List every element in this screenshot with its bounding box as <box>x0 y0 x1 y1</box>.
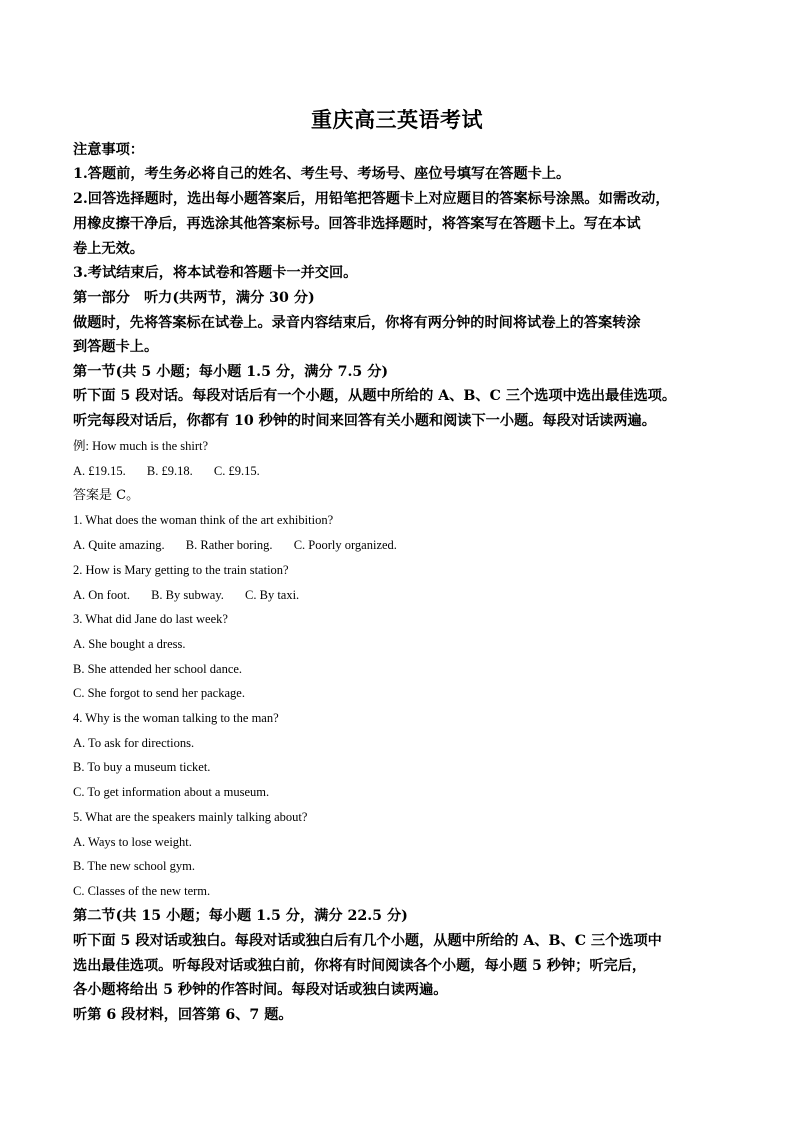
section2-intro-line-3: 各小题将给出 5 秒钟的作答时间。每段对话或独白读两遍。 <box>73 982 448 998</box>
question-1-options <box>73 537 733 553</box>
section1-intro-line-2: 听完每段对话后，你都有 10 秒钟的时间来回答有关小题和阅读下一小题。每段对话读两遍。 <box>73 413 656 429</box>
q4-option-a: A. To ask for directions. <box>73 736 195 750</box>
notice-item-2-line-3: 卷上无效。 <box>73 241 144 257</box>
section2-heading: 第二节(共 15 小题；每小题 1.5 分，满分 22.5 分) <box>73 908 408 924</box>
section2-intro-line-1: 听下面 5 段对话或独白。每段对话或独白后有几个小题，从题中所给的 A、B、C 三个选项中 <box>73 933 662 949</box>
q5-option-b: B. The new school gym. <box>73 859 195 873</box>
material-6-instruction: 听第 6 段材料，回答第 6、7 题。 <box>73 1007 293 1023</box>
q5-option-a: A. Ways to lose weight. <box>73 835 192 849</box>
q4-option-b: B. To buy a museum ticket. <box>73 760 211 774</box>
section2-intro-line-2: 选出最佳选项。听每段对话或独白前，你将有时间阅读各个小题，每小题 5 秒钟；听完后， <box>73 958 647 974</box>
q3-option-b: B. She attended her school dance. <box>73 662 243 676</box>
part1-intro-line-1: 做题时，先将答案标在试卷上。录音内容结束后，你将有两分钟的时间将试卷上的答案转涂 <box>73 315 641 331</box>
example-options <box>73 463 733 479</box>
example-question: 例: How much is the shirt? <box>73 439 209 453</box>
question-3: 3. What did Jane do last week? <box>73 612 228 626</box>
section1-intro-line-1: 听下面 5 段对话。每段对话后有一个小题，从题中所给的 A、B、C 三个选项中选出最佳选项。 <box>73 388 677 404</box>
question-4: 4. Why is the woman talking to the man? <box>73 711 279 725</box>
section1-heading: 第一节(共 5 小题；每小题 1.5 分，满分 7.5 分) <box>73 364 389 380</box>
notice-item-3: 3.考试结束后，将本试卷和答题卡一并交回。 <box>73 265 358 281</box>
notice-item-1: 1.答题前，考生务必将自己的姓名、考生号、考场号、座位号填写在答题卡上。 <box>73 166 571 182</box>
q2-option-a: A. On foot. <box>73 588 130 602</box>
q2-option-c: C. By taxi. <box>245 588 300 602</box>
example-option-c: C. £9.15. <box>213 464 260 478</box>
question-2: 2. How is Mary getting to the train station? <box>73 563 289 577</box>
question-1: 1. What does the woman think of the art exhibition? <box>73 513 334 527</box>
q5-option-c: C. Classes of the new term. <box>73 884 211 898</box>
q1-option-a: A. Quite amazing. <box>73 538 165 552</box>
question-5: 5. What are the speakers mainly talking about? <box>73 810 308 824</box>
notice-heading: 注意事项： <box>73 142 144 158</box>
example-option-a: A. £19.15. <box>73 464 126 478</box>
q1-option-b: B. Rather boring. <box>185 538 273 552</box>
q1-option-c: C. Poorly organized. <box>293 538 397 552</box>
part1-heading: 第一部分 听力(共两节，满分 30 分) <box>73 290 315 306</box>
page-title: 重庆高三英语考试 <box>311 107 483 132</box>
q3-option-c: C. She forgot to send her package. <box>73 686 245 700</box>
part1-intro-line-2: 到答题卡上。 <box>73 339 159 355</box>
notice-item-2-line-1: 2.回答选择题时，选出每小题答案后，用铅笔把答题卡上对应题目的答案标号涂黑。如需改动， <box>73 191 670 207</box>
notice-item-2-line-2: 用橡皮擦干净后，再选涂其他答案标号。回答非选择题时，将答案写在答题卡上。写在本试 <box>73 216 641 232</box>
question-2-options <box>73 587 733 603</box>
example-answer: 答案是 C。 <box>73 488 140 503</box>
q4-option-c: C. To get information about a museum. <box>73 785 270 799</box>
example-option-b: B. £9.18. <box>146 464 193 478</box>
q3-option-a: A. She bought a dress. <box>73 637 186 651</box>
q2-option-b: B. By subway. <box>151 588 224 602</box>
